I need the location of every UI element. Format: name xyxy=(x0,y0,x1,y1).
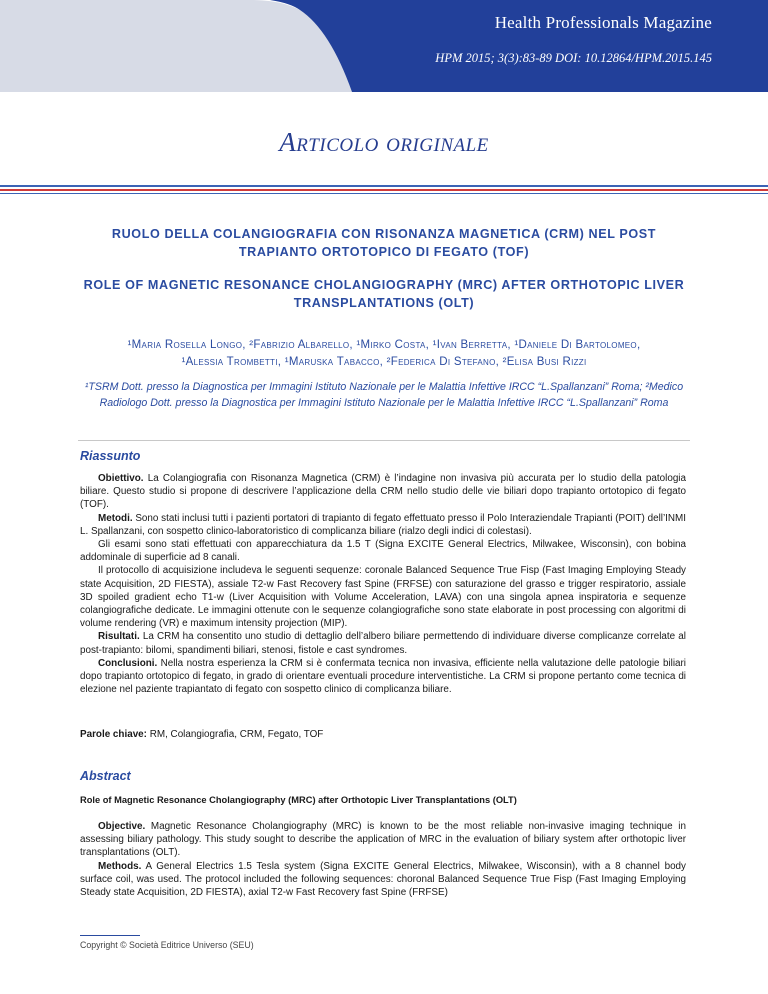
authors-line-2: ¹Alessia Trombetti, ¹Maruska Tabacco, ²Federica Di Stefano, ²Elisa Busi Rizzi xyxy=(181,356,587,368)
abstract-body xyxy=(80,820,686,899)
text-methods: A General Electrics 1.5 Tesla system (Signa EXCITE General Electrics, Milwakee, Wisconsin), with a 8 channel body surface coil, was used. The protocol included the following sequences: choronal Balanced Sequence True Fisp (Fast Imaging Employing Steady state Acquisition, 2D FIESTA), axial T2-w Fast Recovery fast Spine (FRFSE) xyxy=(80,860,686,899)
paragraph-apparecchiatura: Gli esami sono stati effettuati con apparecchiatura da 1.5 T (Signa EXCITE General Electrics, Milwakee, Wisconsin), con bobina addominale di superficie ad 8 canali. xyxy=(80,539,686,564)
paragraph-methods xyxy=(80,860,686,900)
section-title: Articolo originale xyxy=(279,127,489,157)
label-methods: Methods. xyxy=(98,860,142,872)
paragraph-protocollo: Il protocollo di acquisizione includeva le seguenti sequenze: coronale Balanced Sequence True Fisp (Fast Imaging Employing Steady state Acquisition, 2D FIESTA), assiale T2-w Fast Recovery fast Spine (FRFSE) con saturazione del grasso e trigger respiratorio, assiale 3D spoiled gradient echo T1-w (Liver Acquisition with Volume Acceleration, LAVA) con una singola apnea inspiratoria e sequenze colangiografiche dedicate. Le immagini ottenute con le sequenze colangiografiche sono state elaborate in post processing con algoritmi di volume rendering (VR) e maximum intensity projection (MIP). xyxy=(80,565,686,630)
citation-doi: HPM 2015; 3(3):83-89 DOI: 10.12864/HPM.2015.145 xyxy=(435,51,712,65)
paragraph-risultati xyxy=(80,630,686,656)
text-obiettivo: La Colangiografia con Risonanza Magnetica (CRM) è l’indagine non invasiva più accurata per lo studio della patologia biliare. Questo studio si propone di descrivere l’applicazione della CRM nello studio delle vie biliari dopo trapianto ortotopico di fegato (TOF). xyxy=(80,473,686,511)
separator-line xyxy=(78,440,690,441)
paragraph-obiettivo xyxy=(80,472,686,512)
text-objective: Magnetic Resonance Cholangiography (MRC) is known to be the most reliable non-invasive imaging technique in assessing biliary pathology. This study sought to describe the application of MRC in the evaluation of biliary system after orthotopic liver transplantations (OLT). xyxy=(80,821,686,859)
label-metodi: Metodi. xyxy=(98,512,133,524)
copyright: Copyright © Società Editrice Universo (SEU) xyxy=(80,940,254,950)
text-conclusioni: Nella nostra esperienza la CRM si è confermata tecnica non invasiva, efficiente nella valutazione delle patologie biliari dopo trapianto ortotopico di fegato, in grado di orientare eventuali procedure interventistiche. La CRM si propone pertanto come tecnica di elezione nel paziente trapiantato di fegato con sospetto clinico di complicanza biliare. xyxy=(80,657,686,696)
footnote-rule xyxy=(80,935,140,936)
affiliations: ¹TSRM Dott. presso la Diagnostica per Immagini Istituto Nazionale per le Malattia Infettive IRCC “L.Spallanzani” Roma; ²Medico Radiologo Dott. presso la Diagnostica per Immagini Istituto Nazionale per le Malattia Infettive IRCC “L.Spallanzani” Roma xyxy=(84,381,684,409)
magazine-title: Health Professionals Magazine xyxy=(494,13,712,32)
paragraph-objective xyxy=(80,820,686,860)
label-objective: Objective. xyxy=(98,821,146,832)
title-english: ROLE OF MAGNETIC RESONANCE CHOLANGIOGRAPHY (MRC) AFTER ORTHOTOPIC LIVER TRANSPLANTATIONS (OLT) xyxy=(83,278,685,310)
label-risultati: Risultati. xyxy=(98,631,140,643)
divider-red xyxy=(0,189,768,191)
title-italian: RUOLO DELLA COLANGIOGRAFIA CON RISONANZA MAGNETICA (CRM) NEL POST TRAPIANTO ORTOTOPICO DI FEGATO (TOF) xyxy=(111,227,657,259)
divider-blue-top xyxy=(0,185,768,187)
keywords-value: RM, Colangiografia, CRM, Fegato, TOF xyxy=(146,729,324,740)
paragraph-metodi xyxy=(80,512,686,538)
keywords xyxy=(80,729,323,740)
paragraph-conclusioni xyxy=(80,657,686,697)
abstract-heading: Abstract xyxy=(80,769,131,783)
label-obiettivo: Obiettivo. xyxy=(98,473,144,484)
label-conclusioni: Conclusioni. xyxy=(98,657,158,669)
authors xyxy=(50,337,718,371)
keywords-label: Parole chiave: xyxy=(80,729,147,740)
authors-line-1: ¹Maria Rosella Longo, ²Fabrizio Albarello, ¹Mirko Costa, ¹Ivan Berretta, ¹Daniele Di Bartolomeo, xyxy=(127,339,641,351)
abstract-subtitle: Role of Magnetic Resonance Cholangiography (MRC) after Orthotopic Liver Transplantations (OLT) xyxy=(80,795,517,805)
riassunto-body xyxy=(80,472,686,696)
header-band xyxy=(0,0,768,92)
divider-blue-bottom xyxy=(0,193,768,194)
text-metodi: Sono stati inclusi tutti i pazienti portatori di trapianto di fegato effettuato presso il Polo Interaziendale Trapianti (POIT) dell’INMI L. Spallanzani, con sospetto clinico-laboratoristico di complicanza biliare (rialzo degli indici di colestasi). xyxy=(80,512,686,537)
text-risultati: La CRM ha consentito uno studio di dettaglio dell’albero biliare permettendo di individuare diverse complicanze correlate al post-trapianto: bilomi, spandimenti biliari, stenosi, fistole e cast syndromes. xyxy=(80,631,686,656)
riassunto-heading: Riassunto xyxy=(80,449,141,463)
